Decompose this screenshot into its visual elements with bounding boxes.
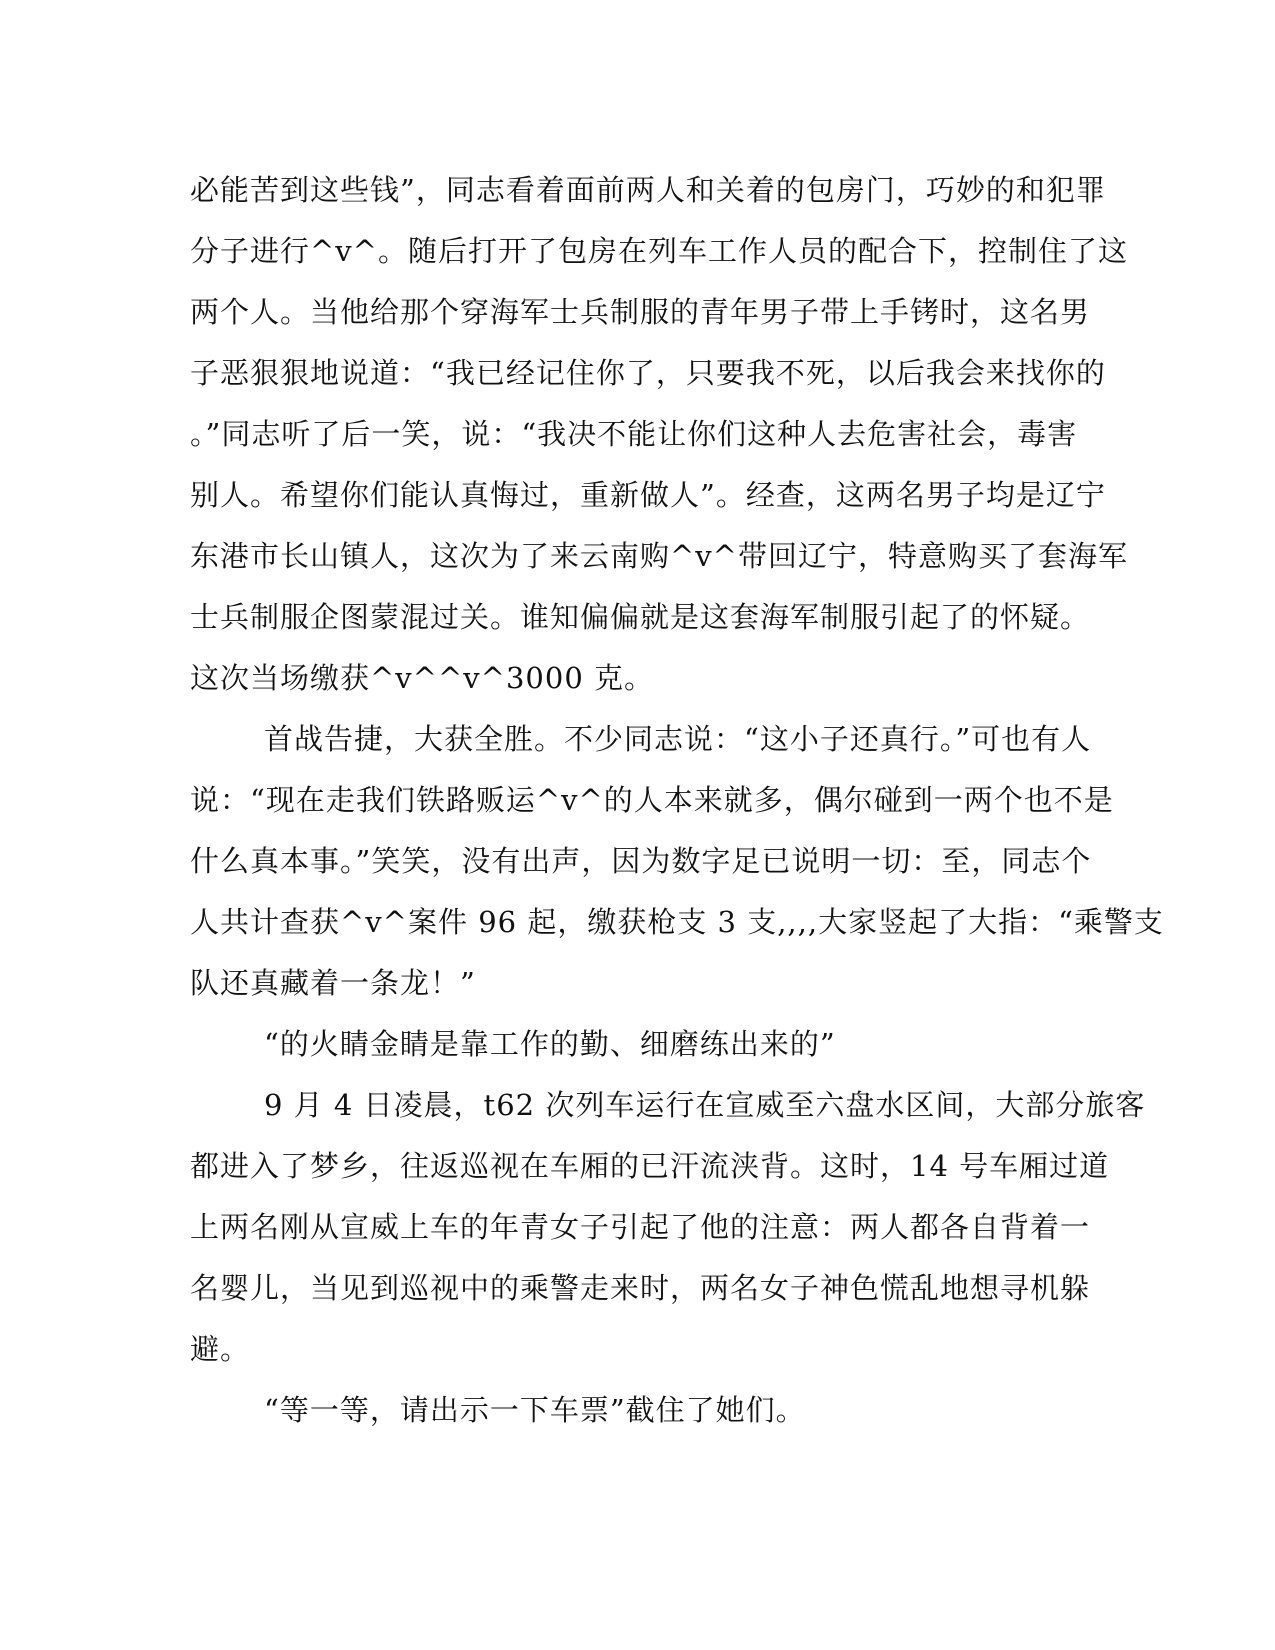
text-line: 说：“现在走我们铁路贩运^v^的人本来就多，偶尔碰到一两个也不是 bbox=[190, 783, 1114, 817]
text-line: 人共计查获^v^案件 96 起，缴获枪支 3 支,,,,大家竖起了大指：“乘警支 bbox=[190, 905, 1164, 939]
text-line: 别人。希望你们能认真悔过，重新做人”。经查，这两名男子均是辽宁 bbox=[190, 478, 1106, 512]
text-line: 必能苦到这些钱”，同志看着面前两人和关着的包房门，巧妙的和犯罪 bbox=[190, 173, 1106, 207]
text-line: 两个人。当他给那个穿海军士兵制服的青年男子带上手铐时，这名男 bbox=[190, 295, 1091, 329]
text-line: 这次当场缴获^v^^v^3000 克。 bbox=[190, 661, 654, 695]
text-line: 分子进行^v^。随后打开了包房在列车工作人员的配合下，控制住了这 bbox=[190, 234, 1128, 268]
text-line: 上两名刚从宣威上车的年青女子引起了他的注意：两人都各自背着一 bbox=[190, 1210, 1091, 1244]
section-heading-line: “的火睛金睛是靠工作的勤、细磨练出来的” bbox=[264, 1027, 836, 1061]
text-line: 士兵制服企图蒙混过关。谁知偏偏就是这套海军制服引起了的怀疑。 bbox=[190, 600, 1091, 634]
text-line: 避。 bbox=[190, 1332, 251, 1366]
text-line: 什么真本事。”笑笑，没有出声，因为数字足已说明一切：至，同志个 bbox=[190, 844, 1092, 878]
text-line: 东港市长山镇人，这次为了来云南购^v^带回辽宁，特意购买了套海军 bbox=[190, 539, 1128, 573]
text-line: 队还真藏着一条龙！” bbox=[190, 966, 476, 1000]
paragraph-start-line: “等一等，请出示一下车票”截住了她们。 bbox=[264, 1393, 806, 1427]
text-line: 。”同志听了后一笑，说：“我决不能让你们这种人去危害社会，毒害 bbox=[190, 417, 1078, 451]
text-line: 都进入了梦乡，往返巡视在车厢的已汗流浃背。这时，14 号车厢过道 bbox=[190, 1149, 1110, 1183]
text-line: 名婴儿，当见到巡视中的乘警走来时，两名女子神色慌乱地想寻机躲 bbox=[190, 1271, 1091, 1305]
paragraph-start-line: 9 月 4 日凌晨，t62 次列车运行在宣威至六盘水区间，大部分旅客 bbox=[264, 1088, 1146, 1122]
paragraph-start-line: 首战告捷，大获全胜。不少同志说：“这小子还真行。”可也有人 bbox=[264, 722, 1092, 756]
body-text bbox=[190, 160, 1164, 1441]
text-line: 子恶狠狠地说道：“我已经记住你了，只要我不死，以后我会来找你的 bbox=[190, 356, 1106, 390]
